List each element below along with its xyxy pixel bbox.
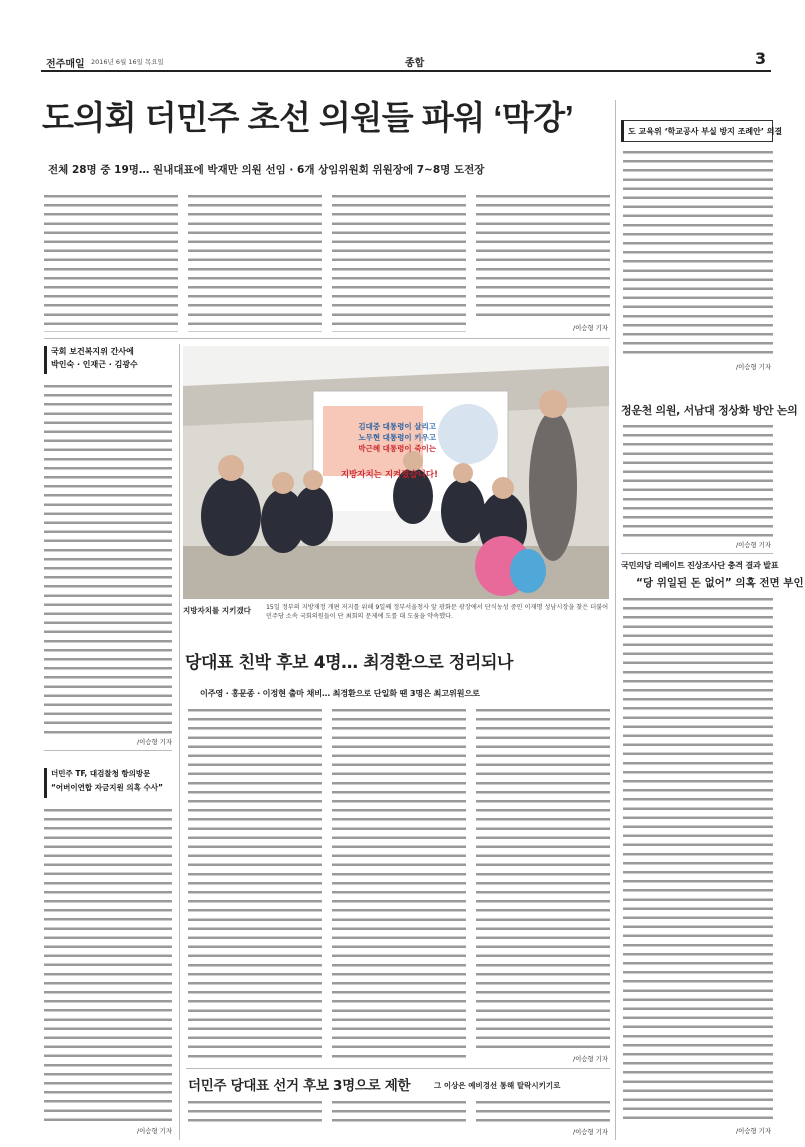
banner-text <box>321 421 436 454</box>
jung-byline: /이승형 기자 <box>735 541 771 549</box>
bokji-body <box>44 382 172 734</box>
center-body-col <box>476 706 610 1054</box>
lead-body-col <box>188 192 322 332</box>
bottom-body-col <box>332 1098 466 1125</box>
bottom-headline: 더민주 당대표 선거 후보 3명으로 제한 <box>188 1078 411 1094</box>
right-top-headline: 도 교육위 ‘학교공사 부실 방지 조례안’ 의결 <box>628 127 783 136</box>
center-body-col <box>332 706 466 1064</box>
bokji-names: 박인숙 · 인재근 · 김광수 <box>51 360 138 369</box>
jung-body <box>623 422 773 540</box>
bokji-box <box>44 346 172 374</box>
masthead-rule <box>41 70 771 72</box>
bottom-body-col <box>476 1098 610 1125</box>
left-col-divider <box>179 344 180 1140</box>
lead-body-col <box>44 192 178 332</box>
lead-subhead: 전체 28명 중 19명… 원내대표에 박재만 의원 선임 · 6개 상임위원회 위원장에 7~8명 도전장 <box>48 164 485 176</box>
lead-headline: 도의회 더민주 초선 의원들 파워 ‘막강’ <box>42 99 574 136</box>
right-col-divider <box>615 100 616 1140</box>
jung-bottom-rule <box>621 553 773 554</box>
lead-body-col <box>476 192 610 322</box>
bokji-byline: /이승형 기자 <box>136 738 172 746</box>
bottom-body-col <box>188 1098 322 1125</box>
section-label: 종합 <box>405 58 425 69</box>
kookmin-body <box>623 595 773 1123</box>
left-mid-box <box>44 768 172 798</box>
kookmin-headline-1: 국민의당 리베이트 진상조사단 충격 결과 발표 <box>621 560 779 570</box>
left-mid-headline-1: 더민주 TF, 대검찰청 항의방문 <box>51 769 151 778</box>
left-mid-headline-2: “어버이연합 자금지원 의혹 수사” <box>51 783 163 792</box>
lead-bottom-rule <box>44 338 610 339</box>
lead-body-col <box>332 192 466 332</box>
left-mid-body <box>44 806 172 1124</box>
banner-line: 박근혜 대통령이 죽이는 <box>358 444 436 453</box>
right-top-byline: /이승형 기자 <box>735 363 771 371</box>
center-body-col <box>188 706 322 1064</box>
paper-name: 전주매일 <box>46 59 85 70</box>
jung-headline: 정운천 의원, 서남대 정상화 방안 논의 <box>621 404 798 417</box>
photo-caption-title: 지방자치를 지키겠다 <box>183 606 251 615</box>
banner-line: 노무현 대통령이 키우고 <box>358 433 436 442</box>
lead-byline: /이승형 기자 <box>572 324 608 332</box>
left-mid-byline: /이승형 기자 <box>136 1127 172 1135</box>
left-mid-rule <box>44 750 172 751</box>
kookmin-headline-2: “당 위일된 돈 없어” 의혹 전면 부인 <box>636 577 804 589</box>
right-top-box <box>621 120 783 142</box>
bokji-headline: 국회 보건복지위 간사에 <box>51 347 134 356</box>
bottom-byline: /이승형 기자 <box>572 1128 608 1136</box>
center-bottom-rule <box>186 1068 610 1069</box>
bottom-subhead: 그 이상은 예비경선 통해 탈락시키기로 <box>434 1081 561 1090</box>
kookmin-byline: /이승형 기자 <box>735 1127 771 1135</box>
center-headline: 당대표 친박 후보 4명… 최경환으로 정리되나 <box>185 653 513 673</box>
news-photo <box>183 346 609 599</box>
issue-date: 2016년 6월 16일 목요일 <box>91 58 164 66</box>
center-byline: /이승형 기자 <box>572 1055 608 1063</box>
page-number: 3 <box>755 49 767 68</box>
photo-caption-text: 15일 정부의 지방재정 개편 저지를 위해 9일째 정부서울청사 앞 광화문 광장에서 단식농성 중인 이재명 성남시장을 찾은 더불어민주당 소속 국회의원들이 단 최회의 문제에 도를 대 도움을 약속했다. <box>266 604 609 620</box>
banner-slogan: 지방자치는 지켜졌습니다! <box>340 470 438 480</box>
masthead <box>41 48 771 70</box>
right-top-body <box>623 148 773 360</box>
banner-line: 김대중 대통령이 살리고 <box>358 422 436 431</box>
center-subhead: 이주영 · 홍문종 · 이정현 출마 채비… 최경환으로 단일화 땐 3명은 최고위원으로 <box>200 688 480 698</box>
